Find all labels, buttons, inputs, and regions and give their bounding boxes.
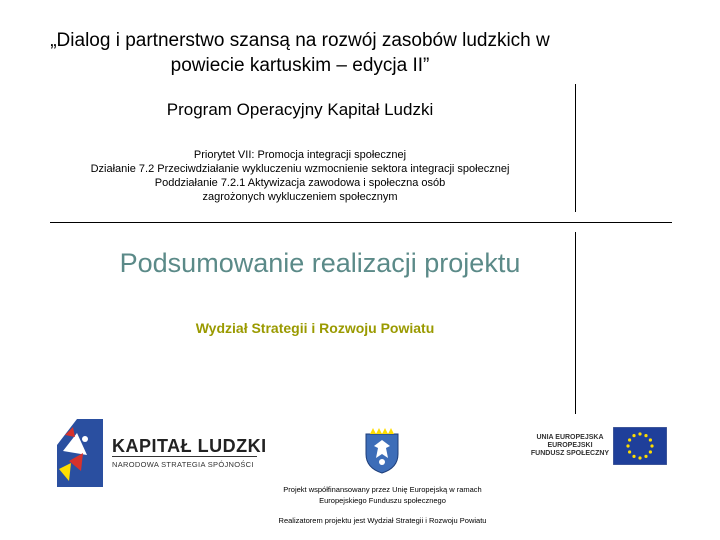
eu-star [628,438,631,441]
eu-line2: EUROPEJSKI [547,442,593,449]
coat-of-arms-icon [362,426,402,474]
priority-block [0,148,600,204]
horizontal-divider [50,222,672,223]
program-title: Program Operacyjny Kapitał Ludzki [166,100,434,119]
subaction-line-cont: zagrożonych wykluczeniem społecznym [202,191,398,203]
eu-star [649,438,652,441]
eu-line3: FUNDUSZ SPOŁECZNY [530,450,610,457]
eu-star [644,455,647,458]
cofinancing-note [255,484,510,506]
kapital-ludzki-name: KAPITAŁ LUDZKI [112,436,267,456]
eu-star [638,432,641,435]
eu-star [632,434,635,437]
eu-star [628,450,631,453]
eu-star [638,456,641,459]
eu-line1: UNIA EUROPEJSKA [536,434,604,441]
cofinancing-line1: Projekt współfinansowany przez Unię Europejską w ramach [283,485,482,494]
eu-star [650,444,653,447]
kapital-ludzki-tagline: NARODOWA STRATEGIA SPÓJNOŚCI [112,460,254,469]
summary-heading: Podsumowanie realizacji projektu [119,248,521,278]
cofinancing-line2: Europejskiego Funduszu społecznego [319,496,446,505]
vertical-divider-top [575,84,576,212]
action-line: Działanie 7.2 Przeciwdziałanie wykluczeniu wzmocnienie sektora integracji społecznej [90,163,510,175]
kapital-ludzki-divider [112,456,257,457]
project-title-line1: „Dialog i partnerstwo szansą na rozwój zasobów ludzkich w [50,30,550,51]
realizer-note: Realizatorem projektu jest Wydział Strategii i Rozwoju Powiatu [278,516,487,525]
project-title-line2: powiecie kartuskim – edycja II” [170,55,430,76]
department-name: Wydział Strategii i Rozwoju Powiatu [195,320,435,336]
project-title [0,28,600,78]
eu-star [644,434,647,437]
eu-star [626,444,629,447]
eu-label [530,434,610,458]
subaction-line: Poddziałanie 7.2.1 Aktywizacja zawodowa i społeczna osób [154,177,446,189]
priority-line: Priorytet VII: Promocja integracji społecznej [193,149,407,161]
eu-star [649,450,652,453]
eu-flag-icon [613,427,667,465]
eu-star [632,455,635,458]
